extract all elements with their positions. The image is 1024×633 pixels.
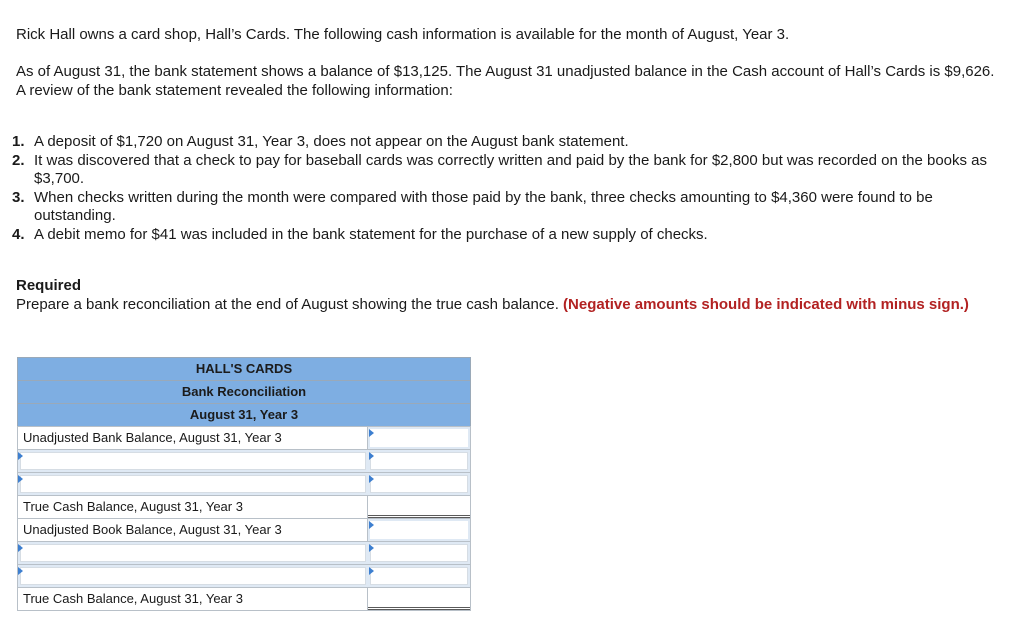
statement-title-header: Bank Reconciliation bbox=[17, 380, 471, 403]
list-item bbox=[12, 152, 992, 189]
required-heading: Required bbox=[16, 277, 82, 294]
dropdown-marker-icon bbox=[369, 544, 374, 552]
dropdown-marker-icon bbox=[18, 475, 23, 483]
book-adjustment-1-amount-input[interactable] bbox=[368, 542, 470, 564]
book-adjustment-2-amount-input[interactable] bbox=[368, 565, 470, 587]
dropdown-marker-icon bbox=[18, 452, 23, 460]
list-item bbox=[12, 189, 992, 226]
unadjusted-bank-balance-amount-input[interactable] bbox=[368, 427, 470, 449]
dropdown-marker-icon bbox=[369, 429, 374, 437]
bank-info-paragraph: As of August 31, the bank statement shows a balance of $13,125. The August 31 unadjusted balance in the Cash account of Hall’s Cards is $9,626. A review of the bank statement revealed the following information: bbox=[16, 63, 995, 99]
true-cash-balance-book-row bbox=[17, 588, 471, 611]
list-item bbox=[12, 226, 992, 245]
bank-adjustment-row-1 bbox=[17, 450, 471, 473]
bank-reconciliation-table bbox=[17, 357, 471, 611]
intro-paragraph: Rick Hall owns a card shop, Hall’s Cards. The following cash information is available for the month of August, Year 3. bbox=[16, 26, 790, 43]
true-cash-balance-bank-row bbox=[17, 496, 471, 519]
item-number: 4. bbox=[12, 225, 25, 243]
dropdown-marker-icon bbox=[369, 521, 374, 529]
statement-date-header: August 31, Year 3 bbox=[17, 403, 471, 426]
item-text: A debit memo for $41 was included in the bank statement for the purchase of a new supply of checks. bbox=[34, 225, 708, 243]
bank-adjustment-2-amount-input[interactable] bbox=[368, 473, 470, 495]
dropdown-marker-icon bbox=[18, 544, 23, 552]
unadjusted-book-balance-label: Unadjusted Book Balance, August 31, Year 3 bbox=[18, 519, 368, 541]
negative-amount-note: (Negative amounts should be indicated with minus sign.) bbox=[563, 296, 969, 313]
item-text: When checks written during the month were compared with those paid by the bank, three checks amounting to $4,360 were found to be outstanding. bbox=[34, 188, 933, 224]
true-cash-balance-label: True Cash Balance, August 31, Year 3 bbox=[18, 588, 368, 610]
company-name-header: HALL'S CARDS bbox=[17, 357, 471, 380]
bank-adjustment-1-amount-input[interactable] bbox=[368, 450, 470, 472]
book-adjustment-row-1 bbox=[17, 542, 471, 565]
required-text: Prepare a bank reconciliation at the end of August showing the true cash balance. bbox=[16, 296, 559, 313]
unadjusted-book-balance-amount-input[interactable] bbox=[368, 519, 470, 541]
bank-adjustment-row-2 bbox=[17, 473, 471, 496]
unadjusted-bank-balance-row bbox=[17, 426, 471, 450]
information-list bbox=[12, 133, 992, 244]
item-number: 1. bbox=[12, 133, 25, 150]
unadjusted-bank-balance-label: Unadjusted Bank Balance, August 31, Year 3 bbox=[18, 427, 368, 449]
required-section bbox=[16, 276, 976, 314]
required-instructions bbox=[16, 295, 976, 314]
item-text: A deposit of $1,720 on August 31, Year 3, does not appear on the August bank statement. bbox=[34, 133, 629, 150]
item-number: 2. bbox=[12, 151, 25, 169]
unadjusted-book-balance-row bbox=[17, 519, 471, 542]
dropdown-marker-icon bbox=[369, 452, 374, 460]
item-text: It was discovered that a check to pay for baseball cards was correctly written and paid by the bank for $2,800 but was recorded on the books as $3,700. bbox=[34, 151, 988, 187]
list-item bbox=[12, 133, 992, 152]
dropdown-marker-icon bbox=[369, 567, 374, 575]
true-cash-balance-label: True Cash Balance, August 31, Year 3 bbox=[18, 496, 368, 518]
dropdown-marker-icon bbox=[18, 567, 23, 575]
dropdown-marker-icon bbox=[369, 475, 374, 483]
book-adjustment-2-label-input[interactable] bbox=[18, 565, 368, 587]
true-cash-balance-bank-amount-input[interactable] bbox=[368, 496, 470, 518]
bank-adjustment-1-label-input[interactable] bbox=[18, 450, 368, 472]
bank-adjustment-2-label-input[interactable] bbox=[18, 473, 368, 495]
true-cash-balance-book-amount-input[interactable] bbox=[368, 588, 470, 610]
book-adjustment-1-label-input[interactable] bbox=[18, 542, 368, 564]
item-number: 3. bbox=[12, 188, 25, 206]
book-adjustment-row-2 bbox=[17, 565, 471, 588]
